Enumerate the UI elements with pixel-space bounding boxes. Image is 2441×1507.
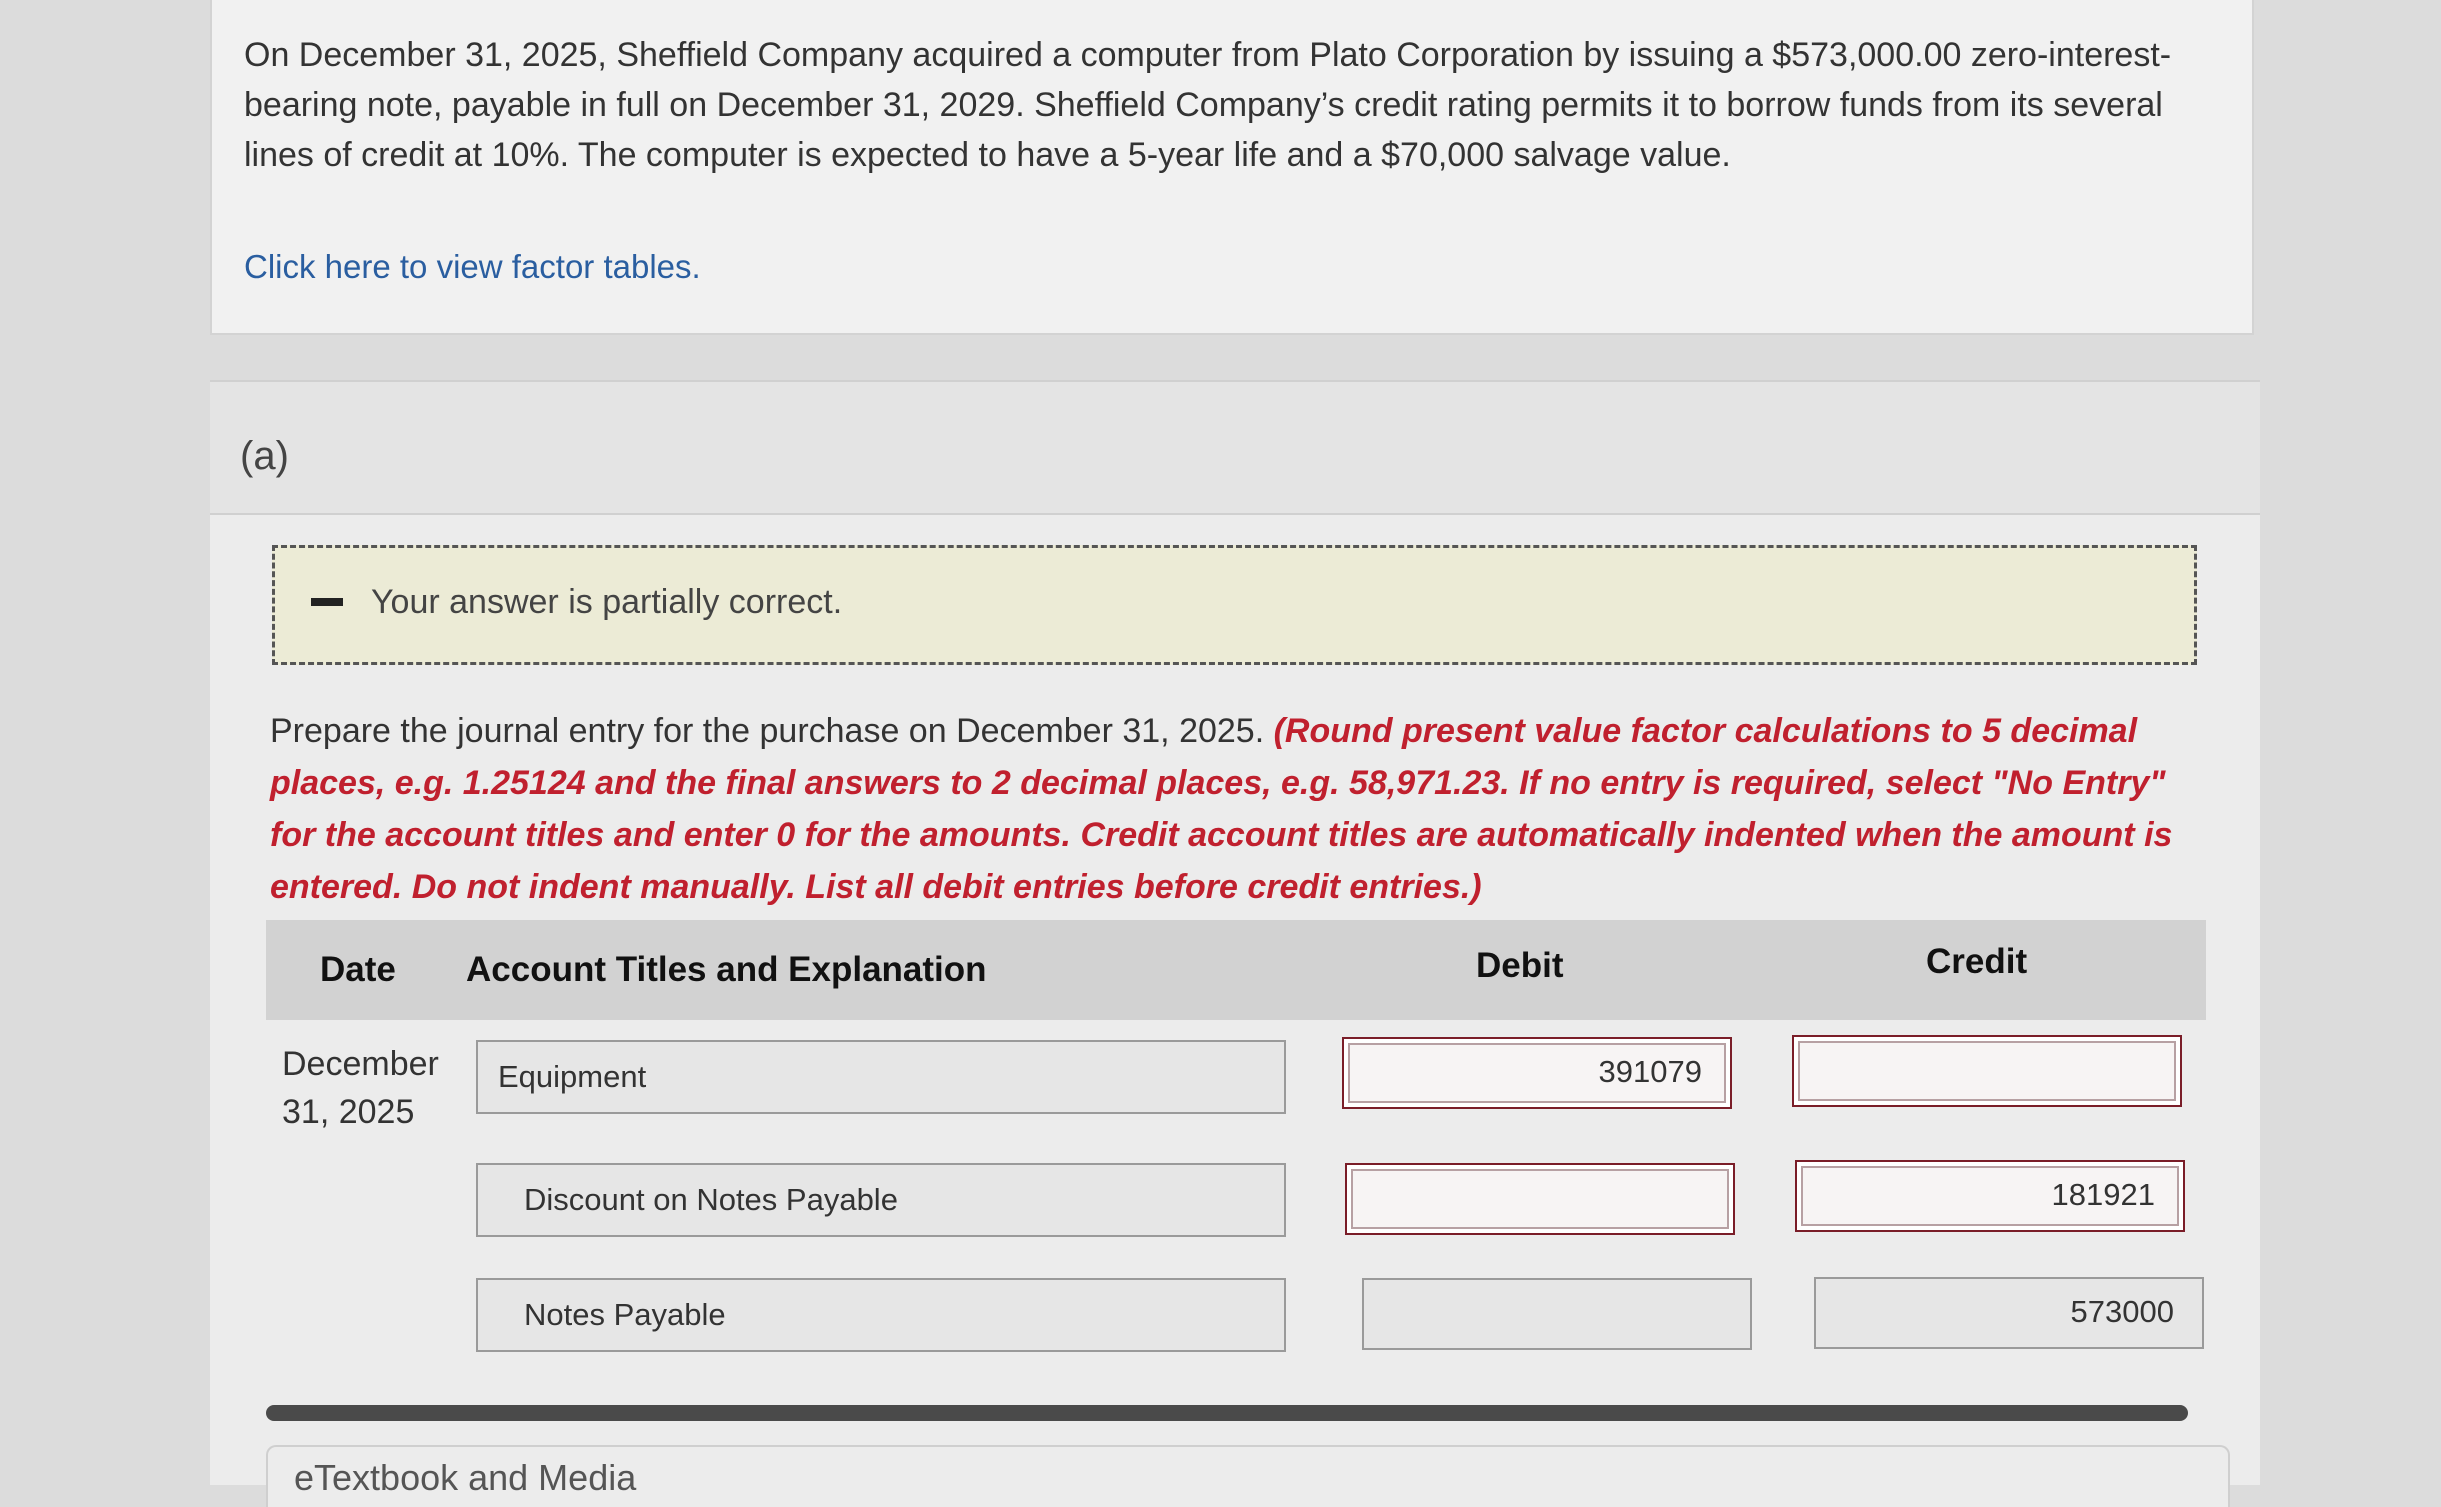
instructions-lead: Prepare the journal entry for the purchase on December 31, 2025. xyxy=(270,712,1274,750)
credit-amount-field[interactable] xyxy=(1792,1035,2182,1107)
debit-column-header: Debit xyxy=(1476,946,1564,985)
problem-statement-box xyxy=(210,0,2254,335)
entry-date-line2: 31, 2025 xyxy=(282,1093,415,1131)
entry-date-line1: December xyxy=(282,1045,439,1083)
feedback-text: Your answer is partially correct. xyxy=(371,583,843,621)
feedback-banner xyxy=(272,545,2197,665)
part-header xyxy=(210,380,2260,515)
instructions-note: (Round present value factor calculations to 5 decimal places, e.g. 1.25124 and the final answers to 2 decimal places, e.g. 58,971.23. If no entry is required, select "No Entry" for the account titles and enter 0 for the amounts. Credit account titles are automatically indented when the amount is entered. Do not indent manually. List all debit entries before credit entries.) xyxy=(270,712,2173,906)
factor-tables-link[interactable]: Click here to view factor tables. xyxy=(244,248,701,285)
credit-amount-field[interactable]: 181921 xyxy=(1795,1160,2185,1232)
debit-amount-field[interactable] xyxy=(1362,1278,1752,1350)
debit-amount-field[interactable]: 391079 xyxy=(1342,1037,1732,1109)
credit-column-header: Credit xyxy=(1926,942,2028,981)
instructions xyxy=(270,705,2210,913)
part-label: (a) xyxy=(240,434,289,478)
problem-text: On December 31, 2025, Sheffield Company acquired a computer from Plato Corporation by issuing a $573,000.00 zero-interest-bearing note, payable in full on December 31, 2029. Sheffield Company’s credit rating permits it to borrow funds from its several lines of credit at 10%. The computer is expected to have a 5-year life and a $70,000 salvage value. xyxy=(244,36,2172,174)
account-column-header: Account Titles and Explanation xyxy=(466,950,987,989)
etextbook-panel[interactable] xyxy=(266,1445,2230,1507)
journal-table-header xyxy=(266,920,2206,1020)
date-column-header: Date xyxy=(320,950,396,989)
account-title-field[interactable]: Notes Payable xyxy=(476,1278,1286,1352)
etextbook-label: eTextbook and Media xyxy=(294,1457,637,1498)
entry-date xyxy=(282,1040,439,1136)
account-title-field[interactable]: Discount on Notes Payable xyxy=(476,1163,1286,1237)
section-divider xyxy=(266,1405,2188,1421)
debit-amount-field[interactable] xyxy=(1345,1163,1735,1235)
part-body xyxy=(210,515,2260,1498)
partial-correct-icon xyxy=(311,598,343,606)
account-title-field[interactable]: Equipment xyxy=(476,1040,1286,1114)
credit-amount-field[interactable]: 573000 xyxy=(1814,1277,2204,1349)
